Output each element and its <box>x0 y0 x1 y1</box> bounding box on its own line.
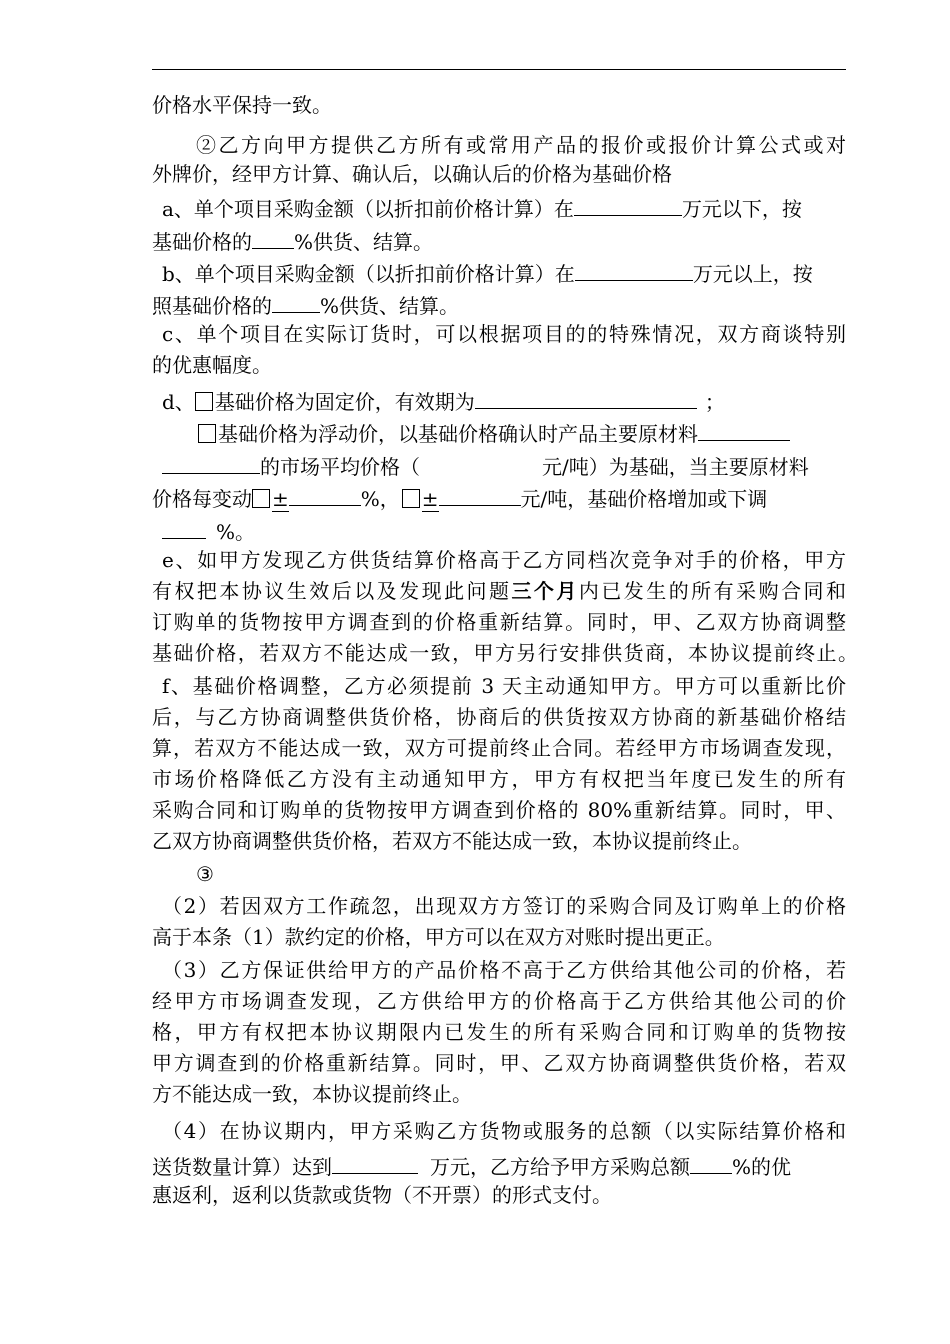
text-segment: 有权把本协议生效后以及发现此问题 <box>152 579 512 603</box>
text-segment: 万元以上，按 <box>692 262 813 286</box>
clause-d-line4 <box>152 483 767 511</box>
text-line: 方不能达成一致，本协议提前终止。 <box>152 1082 472 1106</box>
text-line: 惠返利，返利以货款或货物（不开票）的形式支付。 <box>152 1183 612 1207</box>
text-line: （3）乙方保证供给甲方的产品价格不高于乙方供给其他公司的价格，若 <box>162 958 846 982</box>
text-line: （4）在协议期内，甲方采购乙方货物或服务的总额（以实际结算价格和 <box>162 1119 846 1143</box>
amount-change-checkbox[interactable] <box>402 489 420 508</box>
text-line: 高于本条（1）款约定的价格，甲方可以在双方对账时提出更正。 <box>152 925 725 949</box>
text-line: 格，甲方有权把本协议期限内已发生的所有采购合同和订购单的货物按 <box>152 1020 846 1044</box>
text-line: 的优惠幅度。 <box>152 353 272 377</box>
text-line: 订购单的货物按甲方调查到的价格重新结算。同时，甲、乙双方协商调整 <box>152 610 846 634</box>
text-segment: %的优 <box>732 1155 792 1179</box>
text-segment: %供货、结算。 <box>294 230 434 254</box>
text-segment: 元/吨）为基础，当主要原材料 <box>542 455 809 479</box>
text-segment: 基础价格为固定价，有效期为 <box>214 390 475 414</box>
text-line <box>152 579 846 603</box>
text-segment: 的市场平均价格（ <box>260 455 420 479</box>
text-segment: 元/吨，基础价格增加或下调 <box>520 487 768 511</box>
clause-d-line3 <box>162 451 809 479</box>
text-segment: a、单个项目采购金额（以折扣前价格计算）在 <box>162 197 574 221</box>
blank-amount-field[interactable] <box>574 193 682 216</box>
text-line: c、单个项目在实际订货时，可以根据项目的的特殊情况，双方商谈特别 <box>162 322 846 346</box>
plus-minus-sign: ± <box>421 487 439 511</box>
blank-amount-change-field[interactable] <box>439 483 521 506</box>
text-line: 甲方调查到的价格重新结算。同时，甲、乙双方协商调整供货价格，若双 <box>152 1051 846 1075</box>
text-line: 采购合同和订购单的货物按甲方调查到价格的 80%重新结算。同时，甲、 <box>152 798 846 822</box>
clause-a-line1 <box>162 193 802 221</box>
text-segment: 万元，乙方给予甲方采购总额 <box>430 1155 690 1179</box>
blank-validity-field[interactable] <box>475 386 697 409</box>
text-line: 市场价格降低乙方没有主动通知甲方，甲方有权把当年度已发生的所有 <box>152 767 846 791</box>
clause-d-line5 <box>162 516 255 544</box>
text-segment: d、 <box>162 390 195 414</box>
text-segment: 照基础价格的 <box>152 294 272 318</box>
text-segment: 基础价格为浮动价，以基础价格确认时产品主要原材料 <box>218 422 698 446</box>
blank-amount-field[interactable] <box>575 258 693 281</box>
clause-d-line1 <box>162 386 725 414</box>
text-segment: 内已发生的所有采购合同和 <box>578 579 847 603</box>
blank-percent-field[interactable] <box>252 226 294 249</box>
text-line: 基础价格，若双方不能达成一致，甲方另行安排供货商，本协议提前终止。 <box>152 641 858 665</box>
text-line: ②乙方向甲方提供乙方所有或常用产品的报价或报价计算公式或对 <box>196 133 846 157</box>
clause-b-line1 <box>162 258 813 286</box>
text-line: （2）若因双方工作疏忽，出现双方方签订的采购合同及订购单上的价格 <box>162 894 846 918</box>
text-line: 算，若双方不能达成一致，双方可提前终止合同。若经甲方市场调查发现， <box>152 736 846 760</box>
blank-total-amount-field[interactable] <box>332 1151 418 1174</box>
blank-rebate-percent-field[interactable] <box>690 1151 732 1174</box>
text-line: 价格水平保持一致。 <box>152 93 332 117</box>
text-line: 乙双方协商调整供货价格，若双方不能达成一致，本协议提前终止。 <box>152 829 752 853</box>
header-rule <box>152 69 846 70</box>
text-line: 后，与乙方协商调整供货价格，协商后的供货按双方协商的新基础价格结 <box>152 705 846 729</box>
clause-a-line2 <box>152 226 433 254</box>
percent-change-checkbox[interactable] <box>252 489 270 508</box>
emphasis-text: 三个月 <box>511 579 579 603</box>
clause-d-line2 <box>198 418 790 446</box>
blank-percent-field[interactable] <box>272 290 320 313</box>
blank-adjust-percent-field[interactable] <box>162 516 206 539</box>
text-segment: %， <box>360 487 400 511</box>
text-segment: %供货、结算。 <box>320 294 460 318</box>
plus-minus-sign: ± <box>272 487 289 511</box>
text-segment: 万元以下，按 <box>681 197 802 221</box>
clause-b-line2 <box>152 290 459 318</box>
text-line: 经甲方市场调查发现，乙方供给甲方的价格高于乙方供给其他公司的价 <box>152 989 846 1013</box>
text-segment: ； <box>704 390 725 414</box>
text-segment: 价格每变动 <box>152 487 252 511</box>
text-segment: 基础价格的 <box>152 230 252 254</box>
text-line: 外牌价，经甲方计算、确认后，以确认后的价格为基础价格 <box>152 162 672 186</box>
text-line: e、如甲方发现乙方供货结算价格高于乙方同档次竞争对手的价格，甲方 <box>162 548 846 572</box>
text-line: f、基础价格调整，乙方必须提前 3 天主动通知甲方。甲方可以重新比价 <box>162 674 846 698</box>
blank-percent-change-field[interactable] <box>289 483 361 506</box>
text-segment: b、单个项目采购金额（以折扣前价格计算）在 <box>162 262 575 286</box>
text-segment: %。 <box>216 520 256 544</box>
clause-4-line2 <box>152 1151 791 1179</box>
fixed-price-checkbox[interactable] <box>195 392 213 411</box>
blank-material-field-cont[interactable] <box>162 451 260 474</box>
blank-material-field[interactable] <box>698 418 790 441</box>
floating-price-checkbox[interactable] <box>198 424 216 443</box>
text-line: ③ <box>196 862 214 886</box>
text-segment: 送货数量计算）达到 <box>152 1155 332 1179</box>
